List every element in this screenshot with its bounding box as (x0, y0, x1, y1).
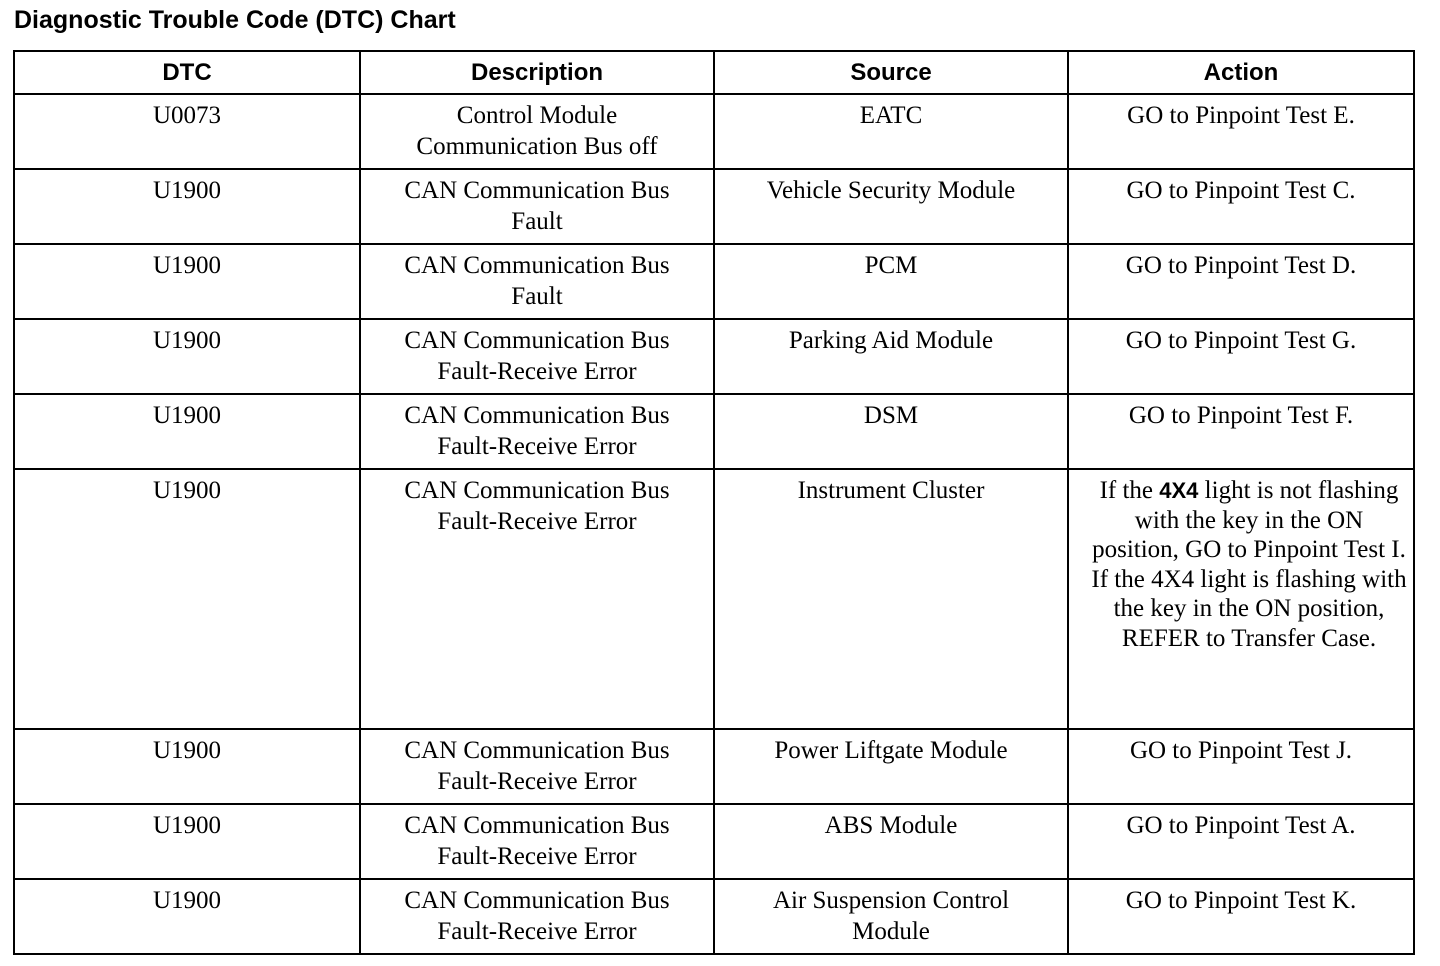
dtc-cell (14, 319, 360, 394)
dtc-cell (14, 469, 360, 729)
table-row (14, 469, 1414, 729)
dtc-code: U1900 (152, 737, 222, 764)
dtc-cell (14, 394, 360, 469)
source-text: Air Suspension Control Module (772, 887, 1010, 945)
description-cell (360, 729, 714, 804)
source-cell (714, 169, 1068, 244)
source-text: Parking Aid Module (788, 327, 994, 354)
action-cell (1068, 469, 1414, 729)
dtc-code: U1900 (152, 177, 222, 204)
description-text: CAN Communication Bus Fault (404, 177, 670, 235)
table-row (14, 729, 1414, 804)
source-cell (714, 94, 1068, 169)
source-text: Power Liftgate Module (774, 737, 1008, 764)
source-cell (714, 319, 1068, 394)
table-row (14, 319, 1414, 394)
table-row (14, 394, 1414, 469)
description-text: CAN Communication Bus Fault-Receive Error (404, 327, 670, 385)
dtc-code: U1900 (152, 812, 222, 839)
table-row (14, 244, 1414, 319)
table-row (14, 94, 1414, 169)
source-text: EATC (859, 102, 923, 129)
action-text: GO to Pinpoint Test J. (1129, 737, 1353, 764)
description-text: CAN Communication Bus Fault-Receive Error (404, 737, 670, 795)
description-text: CAN Communication Bus Fault-Receive Error (404, 812, 670, 870)
source-text: PCM (864, 252, 918, 279)
action-cell (1068, 169, 1414, 244)
dtc-code: U0073 (152, 102, 222, 129)
dtc-code: U1900 (152, 477, 222, 504)
action-text: GO to Pinpoint Test E. (1127, 102, 1355, 129)
dtc-code: U1900 (152, 252, 222, 279)
source-cell (714, 469, 1068, 729)
action-cell (1068, 244, 1414, 319)
action-text: GO to Pinpoint Test G. (1125, 327, 1357, 354)
action-text-after: light is not flashing with the key in the ON position, GO to Pinpoint Test I. (1092, 477, 1406, 563)
dtc-cell (14, 729, 360, 804)
dtc-cell (14, 879, 360, 954)
dtc-code: U1900 (152, 327, 222, 354)
dtc-cell (14, 804, 360, 879)
description-cell (360, 319, 714, 394)
column-header-description: Description (360, 51, 714, 94)
action-text (1069, 476, 1413, 653)
description-cell (360, 469, 714, 729)
column-header-action: Action (1068, 51, 1414, 94)
action-cell (1068, 394, 1414, 469)
action-paragraph-2: If the 4X4 light is flashing with the key in the ON position, REFER to Transfer Case. (1091, 565, 1407, 652)
source-cell (714, 879, 1068, 954)
source-text: DSM (863, 402, 919, 429)
action-emphasis: 4X4 (1159, 478, 1199, 503)
table-header-row (14, 51, 1414, 94)
description-text: CAN Communication Bus Fault (404, 252, 670, 310)
action-cell (1068, 319, 1414, 394)
description-cell (360, 244, 714, 319)
source-text: Vehicle Security Module (766, 177, 1016, 204)
action-cell (1068, 94, 1414, 169)
action-cell (1068, 804, 1414, 879)
description-cell (360, 94, 714, 169)
dtc-cell (14, 94, 360, 169)
table-row (14, 879, 1414, 954)
description-text: Control Module Communication Bus off (416, 102, 658, 160)
action-text: GO to Pinpoint Test D. (1125, 252, 1357, 279)
dtc-code: U1900 (152, 402, 222, 429)
description-text: CAN Communication Bus Fault-Receive Error (404, 402, 670, 460)
source-cell (714, 394, 1068, 469)
table-row (14, 169, 1414, 244)
dtc-cell (14, 169, 360, 244)
table-row (14, 804, 1414, 879)
source-text: Instrument Cluster (797, 477, 985, 504)
source-cell (714, 804, 1068, 879)
source-text: ABS Module (824, 812, 958, 839)
action-text: GO to Pinpoint Test A. (1126, 812, 1356, 839)
action-text: GO to Pinpoint Test F. (1128, 402, 1354, 429)
dtc-table (13, 50, 1415, 955)
description-text: CAN Communication Bus Fault-Receive Error (404, 887, 670, 945)
action-cell (1068, 879, 1414, 954)
description-cell (360, 169, 714, 244)
action-text-before: If the (1099, 477, 1160, 504)
column-header-source: Source (714, 51, 1068, 94)
action-text: GO to Pinpoint Test C. (1126, 177, 1356, 204)
dtc-cell (14, 244, 360, 319)
page-title: Diagnostic Trouble Code (DTC) Chart (14, 6, 456, 34)
action-text: GO to Pinpoint Test K. (1125, 887, 1357, 914)
dtc-code: U1900 (152, 887, 222, 914)
description-cell (360, 804, 714, 879)
action-paragraph-1 (1089, 476, 1409, 565)
description-text: CAN Communication Bus Fault-Receive Error (404, 477, 670, 535)
source-cell (714, 244, 1068, 319)
action-cell (1068, 729, 1414, 804)
source-cell (714, 729, 1068, 804)
description-cell (360, 394, 714, 469)
column-header-dtc: DTC (14, 51, 360, 94)
description-cell (360, 879, 714, 954)
